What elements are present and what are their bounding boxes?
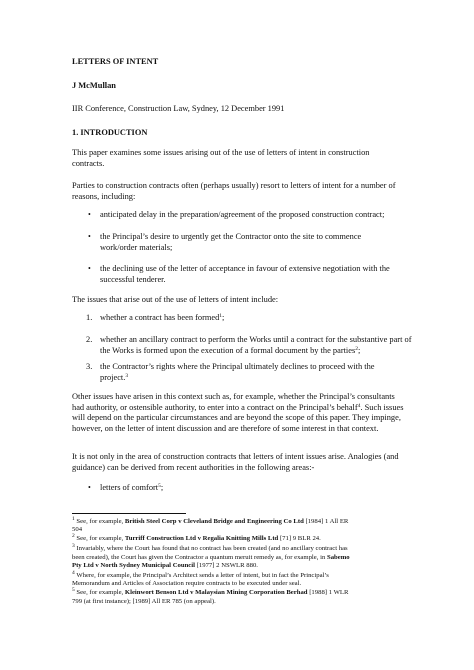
footnote-3-case: Pty Ltd v North Sydney Municipal Council [1977] 2 NSWLR 880. — [72, 562, 258, 569]
list-item: anticipated delay in the preparation/agreement of the proposed construction contract; — [100, 210, 385, 219]
bullet-marker: • — [88, 483, 91, 492]
conference-line: IIR Conference, Construction Law, Sydney, 12 December 1991 — [72, 104, 285, 113]
footnote-ref: 1 — [219, 313, 223, 319]
analogies-paragraph: It is not only in the area of construction contracts that letters of intent issues arise. Analogies (and guidance) can be derived from recent authorities in the following areas:- — [72, 452, 399, 472]
footnote-ref: 2 — [355, 345, 358, 352]
list-number: 1. — [86, 313, 93, 322]
list-item: whether a contract has been formed$^1$; — [100, 313, 225, 322]
footnote-1: $^1$ See, for example, British Steel Corp v Cleveland Bridge and Engineering Co Ltd [1984] 1 All ER — [72, 516, 349, 525]
bullet-marker: • — [88, 264, 91, 273]
footnote-3: $^3$ Invariably, where the Court has found that no contract has been created (and no ancillary contract has — [72, 543, 348, 552]
author-name: J McMullan — [72, 81, 116, 90]
footnote-ref: 3 — [125, 372, 129, 379]
footnote-5-continued: 799 (at first instance); [1989] All ER 785 (on appeal). — [72, 598, 216, 605]
footnote-1-continued: 504 — [72, 526, 83, 533]
document-title: LETTERS OF INTENT — [72, 57, 159, 66]
footnote-4: $^4$ Where, for example, the Principal’s Architect sends a letter of intent, but in fact the Principal’s — [72, 570, 329, 579]
footnote-5: $^5$ See, for example, Kleinwort Benson Ltd v Malaysian Mining Corporation Berhad [1988] 1 WLR — [72, 587, 349, 596]
list-number: 3. — [86, 362, 93, 371]
list-item: whether an ancillary contract to perform the Works until a contract for the substantive part of the Works is formed upon the execution of a formal document by the parties$^2$; — [100, 335, 412, 355]
list-item: the declining use of the letter of acceptance in favour of extensive negotiation with the successful tenderer. — [100, 264, 390, 284]
intro-paragraph: This paper examines some issues arising out of the use of letters of intent in construction contracts. — [72, 148, 370, 168]
bullet-marker: • — [88, 210, 91, 219]
list-number: 2. — [86, 335, 93, 344]
footnote-ref: 4 — [357, 402, 361, 409]
other-issues-paragraph: Other issues have arisen in this context such as, for example, whether the Principal’s consultants had authority, or ostensible authority, to enter into a contract on the Principal’s behalf$^4$. Such issues will depend on the particular circumstances and are beyond the scope of this paper. They impinge, however, on the letter of intent discussion and are therefore of some interest in that context. — [72, 392, 404, 433]
list-item: the Contractor’s rights where the Principal ultimately declines to proceed with the project.$^3$ — [100, 362, 375, 382]
section-heading: 1. INTRODUCTION — [72, 128, 148, 137]
list-item: the Principal’s desire to urgently get the Contractor onto the site to commence work/order materials; — [100, 232, 362, 252]
list-item: letters of comfort$^5$; — [100, 483, 164, 492]
footnote-separator — [72, 513, 186, 514]
issues-intro: The issues that arise out of the use of letters of intent include: — [72, 295, 279, 304]
parties-paragraph: Parties to construction contracts often (perhaps usually) resort to letters of intent for a number of reasons, including: — [72, 181, 396, 201]
footnote-ref: 5 — [158, 483, 161, 489]
footnote-4-continued: Memorandum and Articles of Association require contracts to be executed under seal. — [72, 580, 302, 587]
footnote-2: $^2$ See, for example, Turriff Construction Ltd v Regalia Knitting Mills Ltd [71] 9 BLR 24. — [72, 533, 321, 542]
footnote-3-continued: been created), the Court has given the Contractor a quantum meruit remedy as, for example, in Sabemo — [72, 554, 350, 561]
bullet-marker: • — [88, 232, 91, 241]
